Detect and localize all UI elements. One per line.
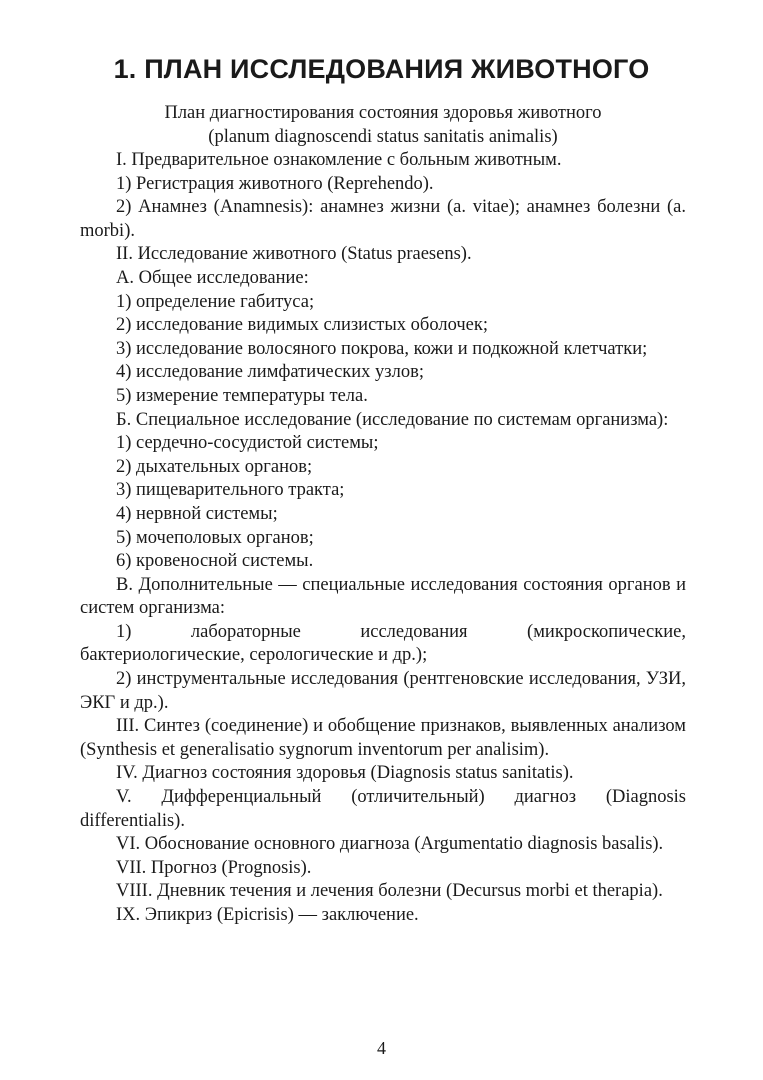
plan-item: IX. Эпикриз (Epicrisis) — заключение. [116,905,419,925]
plan-item: V. Дифференциальный (отличительный) диагноз (Diagnosis differentialis). [80,787,686,831]
plan-item: 3) исследование волосяного покрова, кожи и подкожной клетчатки; [116,338,648,359]
plan-item: В. Дополнительные — специальные исследования состояния органов и систем организма: [80,574,686,619]
plan-item: 1) определение габитуса; [116,291,315,312]
plan-item: I. Предварительное ознакомление с больным животным. [116,150,562,170]
plan-item: 4) исследование лимфатических узлов; [116,362,424,383]
plan-item: III. Синтез (соединение) и обобщение признаков, выявленных анализом (Synthesis et generalisatio sygnorum inventorum per analisim). [80,716,686,760]
section-subtitle [80,101,686,149]
plan-item: 1) лабораторные исследования (микроскопические, бактериологические, серологические и др.); [80,621,686,666]
plan-item: 1) сердечно-сосудистой системы; [116,433,379,454]
plan-item: IV. Диагноз состояния здоровья (Diagnosis status sanitatis). [116,763,574,784]
plan-item: 5) мочеполовых органов; [116,527,314,548]
chapter-title: 1. ПЛАН ИССЛЕДОВАНИЯ ЖИВОТНОГО [113,54,650,84]
plan-item: 5) измерение температуры тела. [116,385,368,406]
plan-item: 4) нервной системы; [116,503,278,524]
plan-item: 1) Регистрация животного (Reprehendo). [116,173,434,194]
subtitle-line-latin: (planum diagnoscendi status sanitatis animalis) [208,127,558,147]
plan-item: 2) дыхательных органов; [116,456,313,477]
plan-item: 2) исследование видимых слизистых оболочек; [116,315,488,336]
plan-list [80,149,686,928]
plan-item: VI. Обоснование основного диагноза (Argumentatio diagnosis basalis). [116,834,664,855]
plan-item: VIII. Дневник течения и лечения болезни (Decursus morbi et therapia). [116,881,663,902]
plan-item: 2) Анамнез (Anamnesis): анамнез жизни (a. vitae); анамнез болезни (a. morbi). [80,197,686,241]
plan-item: 6) кровеносной системы. [116,551,314,572]
plan-item: А. Общее исследование: [116,267,309,288]
plan-item: 2) инструментальные исследования (рентгеновские исследования, УЗИ, ЭКГ и др.). [80,669,686,713]
plan-item: VII. Прогноз (Prognosis). [116,857,312,878]
plan-item: Б. Специальное исследование (исследование по системам организма): [116,409,669,430]
plan-item: 3) пищеварительного тракта; [116,480,345,501]
plan-item: II. Исследование животного (Status praesens). [116,244,472,265]
page-number: 4 [377,1038,386,1058]
subtitle-line-ru: План диагностирования состояния здоровья животного [164,103,602,123]
